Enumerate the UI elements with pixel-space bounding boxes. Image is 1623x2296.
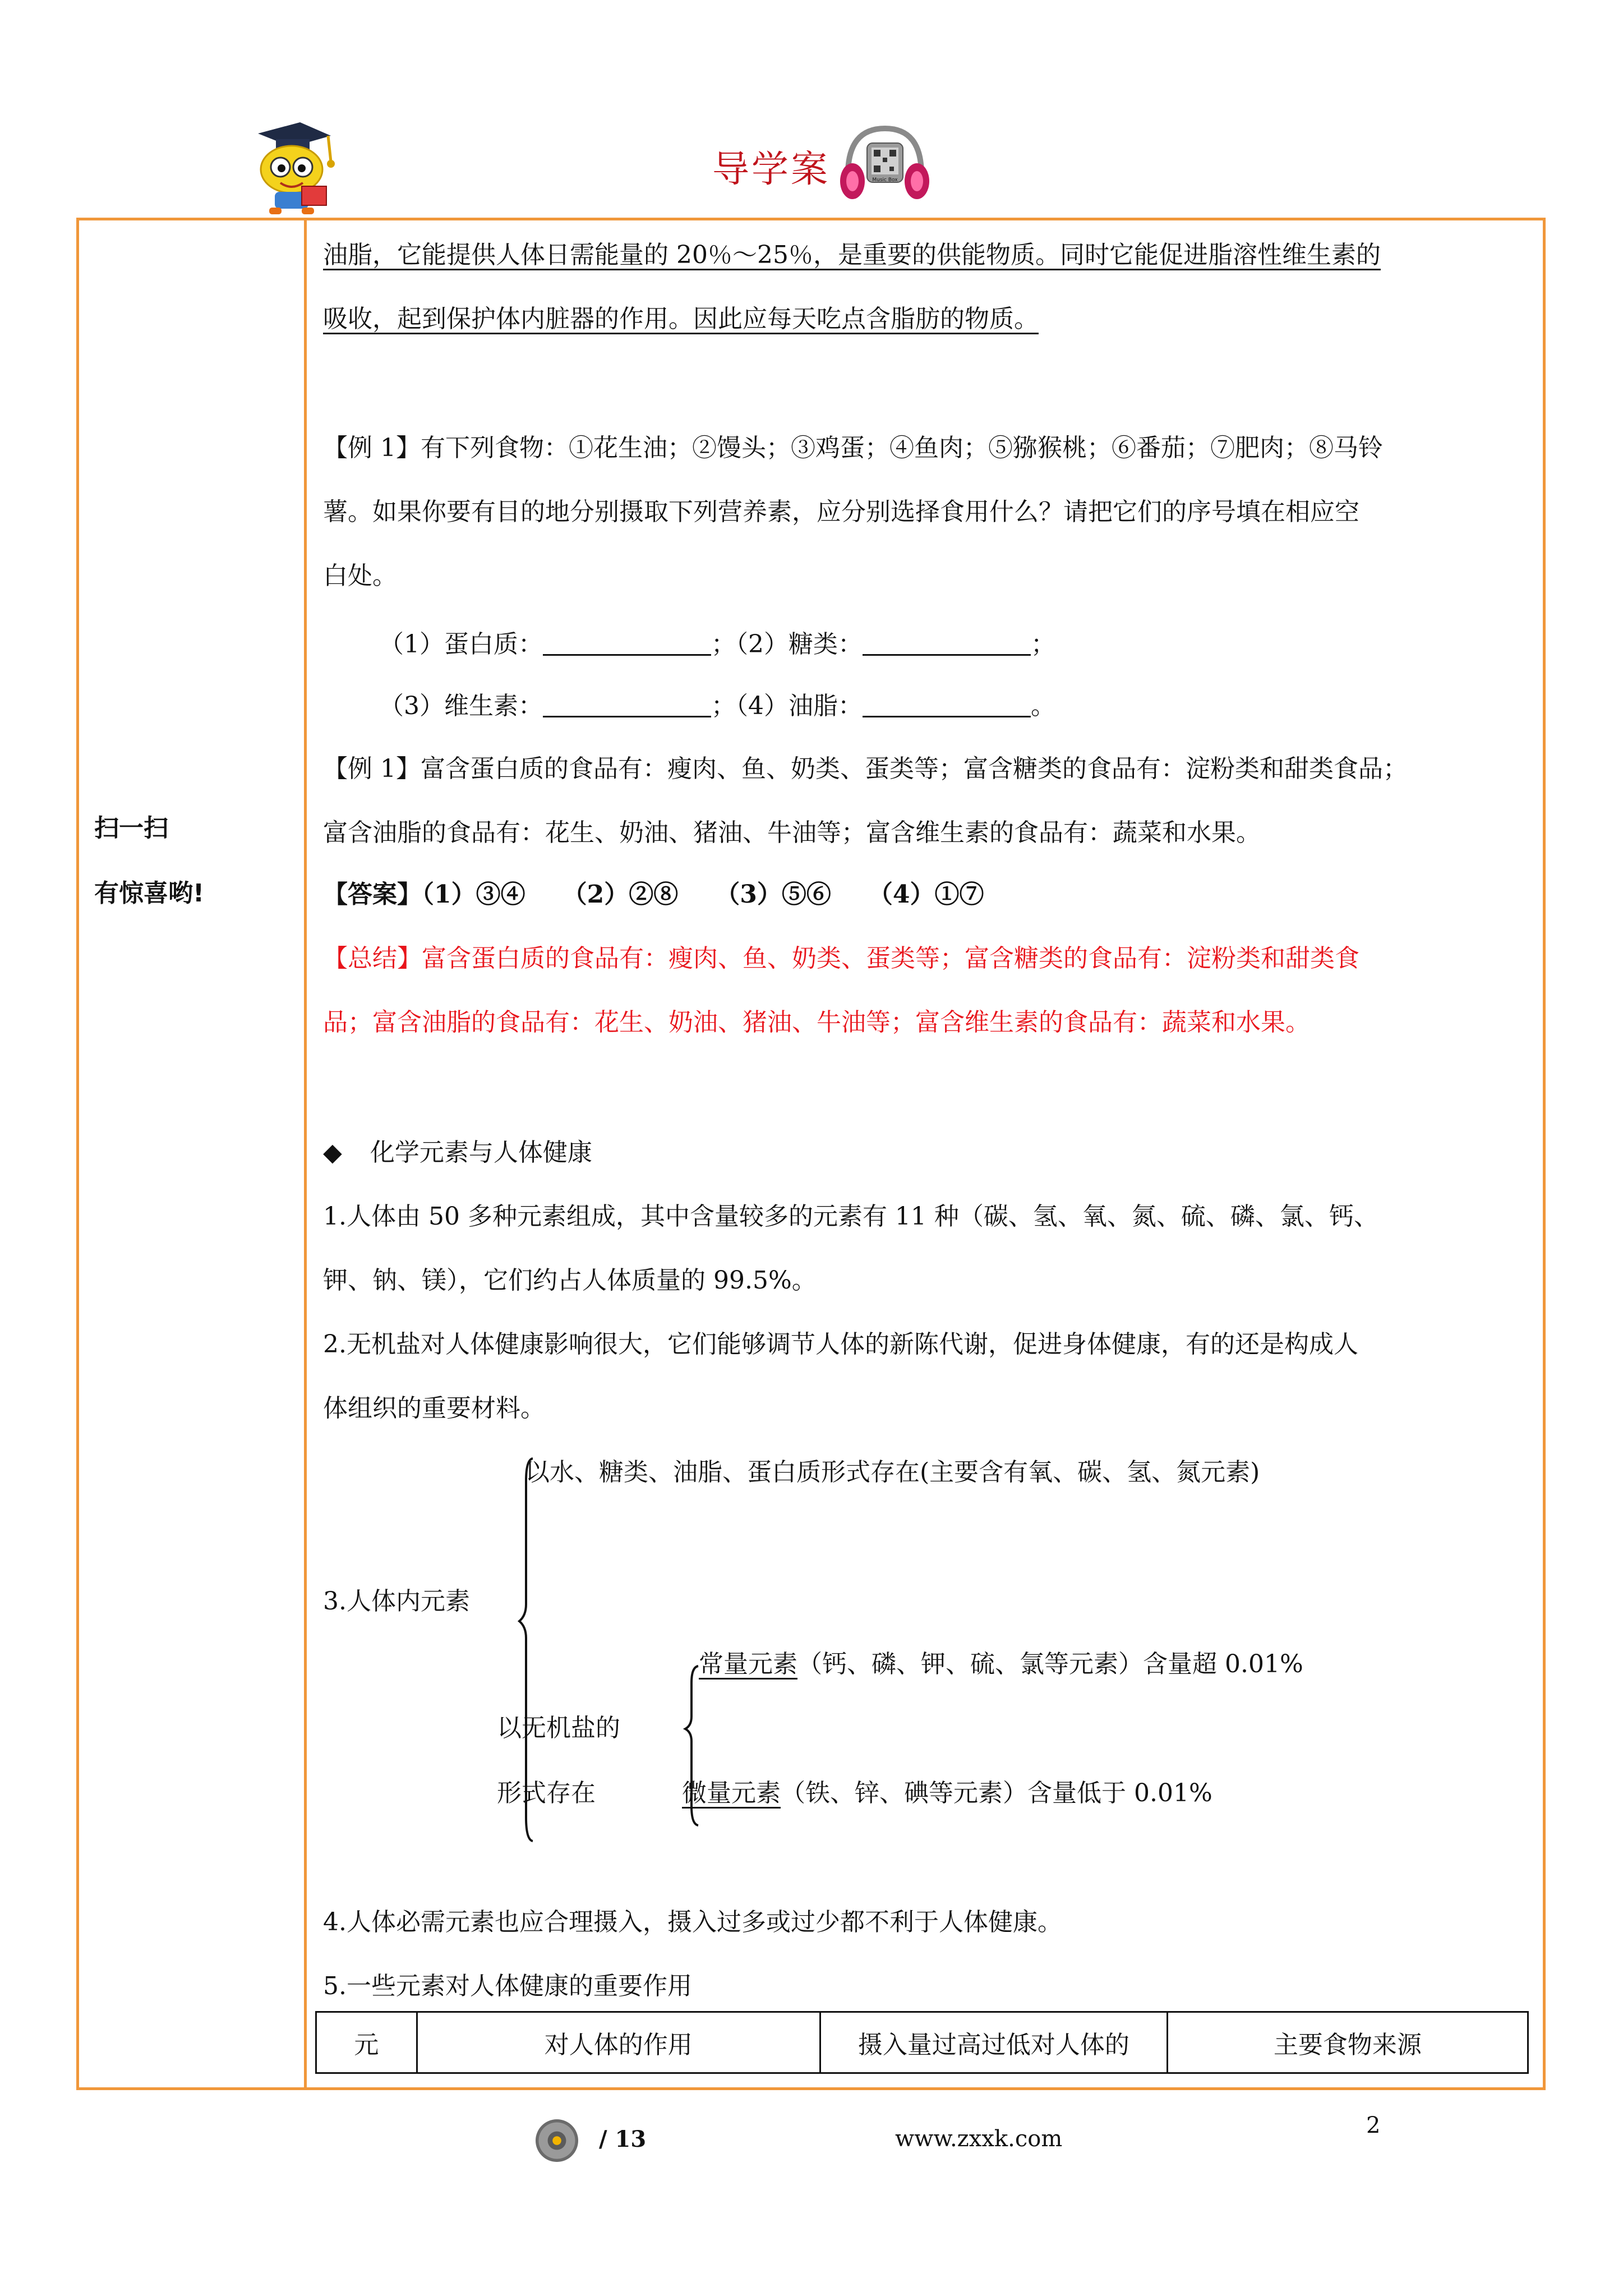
blank-label: ；（4）油脂： <box>711 692 863 720</box>
section-heading <box>323 1132 592 1168</box>
header-title: 导学案 <box>712 148 830 191</box>
logo-caption: Music Box <box>872 177 898 183</box>
example-question-line: 白处。 <box>323 562 397 590</box>
element-table <box>315 2011 1529 2074</box>
diagram-salt-label: 形式存在 <box>497 1779 596 1807</box>
large-brace <box>519 1458 533 1841</box>
micro-element-term: 微量元素 <box>682 1779 781 1807</box>
blank-label: ；（2）糖类： <box>711 630 863 659</box>
table-header-row <box>316 2012 1528 2073</box>
analysis-line: 【例 1】富含蛋白质的食品有：瘦肉、鱼、奶类、蛋类等；富含糖类的食品有：淀粉类和甜类食品； <box>323 754 1408 783</box>
summary-line: 品；富含油脂的食品有：花生、奶油、猪油、牛油等；富含维生素的食品有：蔬菜和水果。 <box>323 1008 1310 1037</box>
diagram-braces <box>505 1447 729 1851</box>
diamond-bullet-icon: ◆ <box>323 1138 342 1167</box>
footer-url[interactable]: www.zxxk.com <box>895 2126 1063 2152</box>
disc-icon <box>536 2119 578 2162</box>
paragraph-line: 2.无机盐对人体健康影响很大，它们能够调节人体的新陈代谢，促进身体健康，有的还是构成人 <box>323 1330 1358 1359</box>
scan-prompt: 扫一扫 <box>94 814 168 843</box>
blank-end: 。 <box>1031 692 1055 720</box>
blank-end: ； <box>1031 630 1055 659</box>
table-header-cell: 摄入量过高过低对人体的 <box>820 2012 1167 2073</box>
diagram-micro-branch <box>682 1773 1212 1809</box>
diagram-root-label: 3.人体内元素 <box>323 1587 470 1616</box>
paragraph-line: 体组织的重要材料。 <box>323 1394 545 1423</box>
blank-label: （3）维生素： <box>379 692 543 720</box>
frame-divider <box>304 218 307 2090</box>
fill-blank-row <box>379 624 1055 660</box>
paragraph-line: 1.人体由 50 多种元素组成，其中含量较多的元素有 11 种（碳、氢、氧、氮、硫、磷、氯、钙、 <box>323 1202 1378 1231</box>
answer-blank[interactable] <box>543 693 711 717</box>
diagram-salt-label: 以无机盐的 <box>497 1714 620 1742</box>
macro-element-term: 常量元素 <box>699 1650 797 1678</box>
summary-line: 【总结】富含蛋白质的食品有：瘦肉、鱼、奶类、蛋类等；富含糖类的食品有：淀粉类和甜类食 <box>323 944 1359 973</box>
paragraph-line: 4.人体必需元素也应合理摄入，摄入过多或过少都不利于人体健康。 <box>323 1908 1062 1936</box>
paragraph-line: 钾、钠、镁），它们约占人体质量的 99.5%。 <box>323 1266 817 1295</box>
fill-blank-row <box>379 685 1055 721</box>
blank-label: （1）蛋白质： <box>379 630 543 659</box>
fat-paragraph-line: 油脂，它能提供人体日需能量的 20％～25％，是重要的供能物质。同时它能促进脂溶性维生素的 <box>323 241 1381 269</box>
paragraph-line: 5.一些元素对人体健康的重要作用 <box>323 1972 692 2000</box>
diagram-macro-branch <box>699 1644 1303 1680</box>
example-question-line: 【例 1】有下列食物：①花生油；②馒头；③鸡蛋；④鱼肉；⑤猕猴桃；⑥番茄；⑦肥肉；⑧马铃 <box>323 434 1383 462</box>
table-header-cell: 元 <box>316 2012 417 2073</box>
table-header-cell: 主要食物来源 <box>1167 2012 1528 2073</box>
mascot-logo <box>247 118 336 216</box>
fat-paragraph-line: 吸收，起到保护体内脏器的作用。因此应每天吃点含脂肪的物质。 <box>323 305 1039 333</box>
analysis-line: 富含油脂的食品有：花生、奶油、猪油、牛油等；富含维生素的食品有：蔬菜和水果。 <box>323 818 1261 847</box>
surprise-prompt: 有惊喜哟! <box>94 879 205 908</box>
table-header-cell: 对人体的作用 <box>417 2012 820 2073</box>
small-brace <box>685 1666 698 1825</box>
example-question-line: 薯。如果你要有目的地分别摄取下列营养素，应分别选择食用什么？请把它们的序号填在相应空 <box>323 498 1359 526</box>
micro-element-desc: （铁、锌、碘等元素）含量低于 0.01% <box>781 1779 1212 1807</box>
answer-blank[interactable] <box>863 693 1031 717</box>
diagram-branch-top: 以水、糖类、油脂、蛋白质形式存在(主要含有氧、碳、氢、氮元素) <box>525 1458 1260 1487</box>
answer-blank[interactable] <box>543 632 711 656</box>
page-number: 2 <box>1366 2113 1381 2138</box>
headphones-logo <box>836 121 934 205</box>
section-title: 化学元素与人体健康 <box>370 1138 592 1167</box>
macro-element-desc: （钙、磷、钾、硫、氯等元素）含量超 0.01% <box>797 1650 1303 1678</box>
answer-line: 【答案】（1）③④ （2）②⑧ （3）⑤⑥ （4）①⑦ <box>323 880 984 909</box>
page-count: / 13 <box>599 2126 647 2152</box>
answer-blank[interactable] <box>863 632 1031 656</box>
